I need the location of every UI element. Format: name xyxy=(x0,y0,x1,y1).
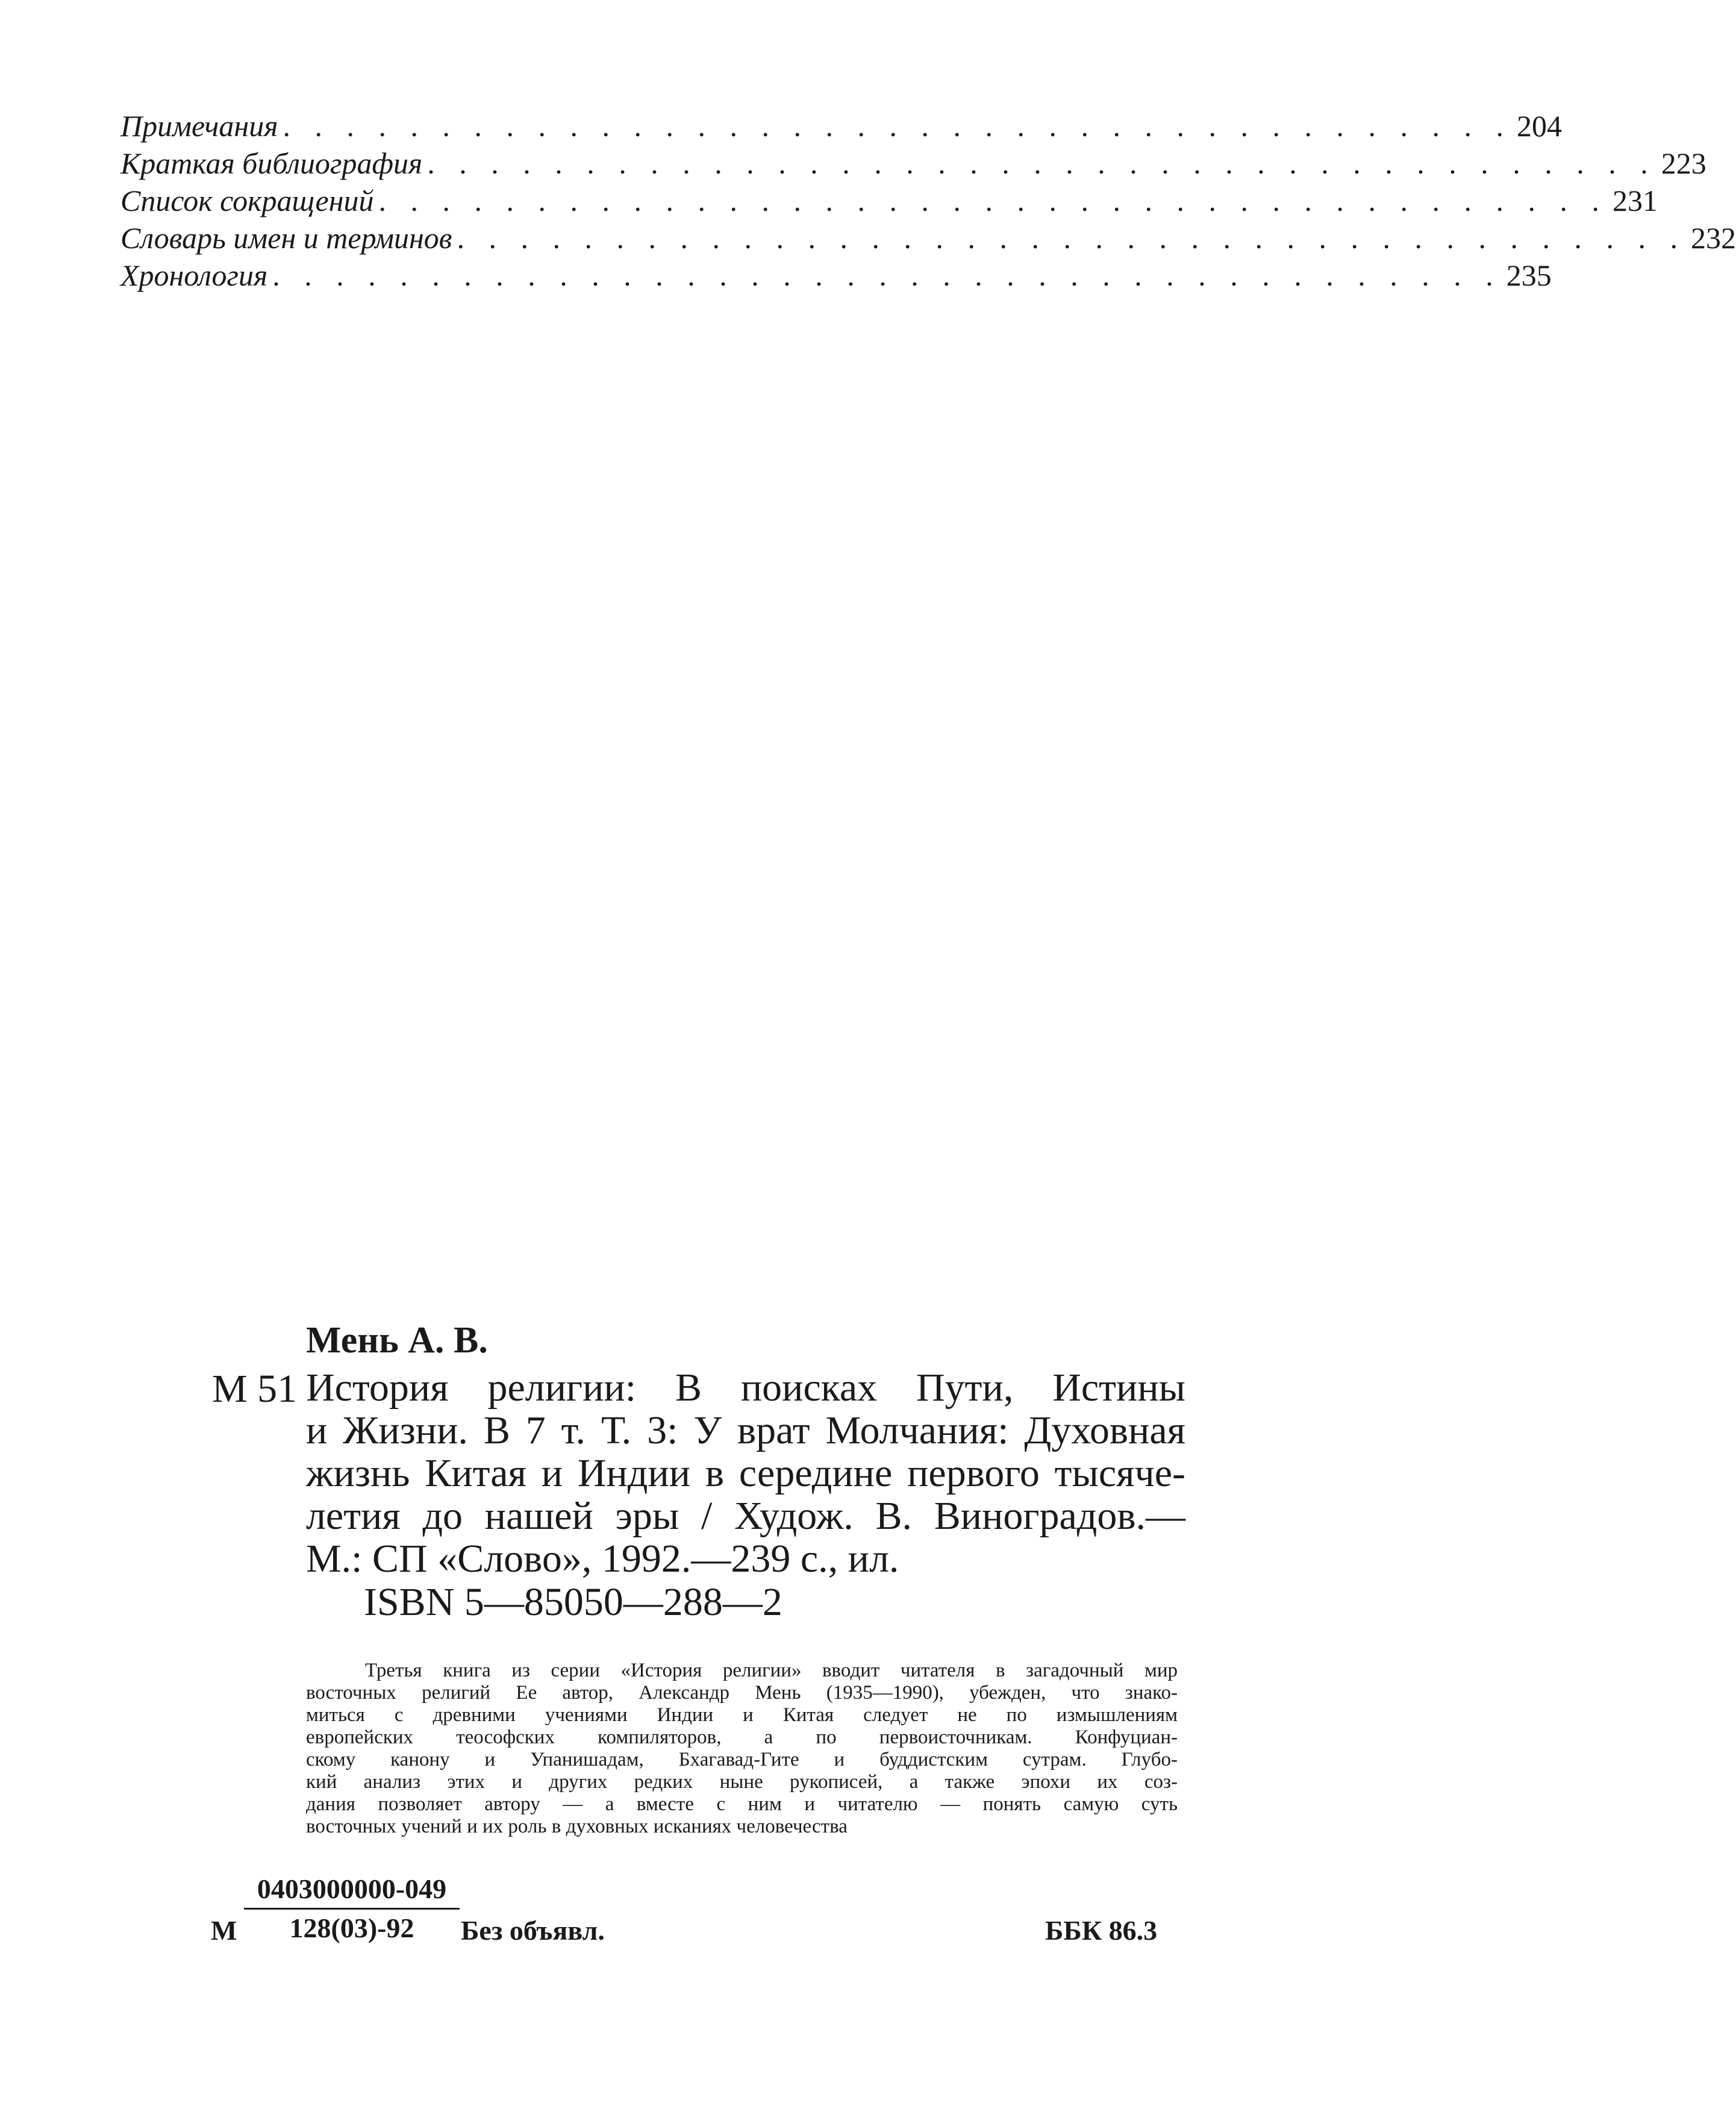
record-author: Мень А. В. xyxy=(306,1320,488,1361)
toc-entry-bibliography xyxy=(120,146,1706,183)
toc-entry-title: Краткая библиография xyxy=(120,146,423,180)
toc-entry-title: Хронология xyxy=(120,258,268,292)
toc-entry-title: Примечания xyxy=(120,109,278,143)
record-isbn: ISBN 5—85050—288—2 xyxy=(364,1580,782,1624)
catalog-code-fraction xyxy=(244,1870,460,1947)
toc-entry-page: 231 xyxy=(1613,184,1658,217)
toc-leader-dots: . . . . . . . . . . . . . . . . . . . . . . . . . . . . . . . . . . . . . . . xyxy=(378,184,1608,217)
record-description xyxy=(306,1366,1185,1580)
toc-leader-dots: . . . . . . . . . . . . . . . . . . . . . . . . . . . . . . . . . . . . . . . xyxy=(427,146,1656,180)
catalog-code-numerator: 0403000000-049 xyxy=(244,1870,460,1910)
annotation-line: европейских теософских компиляторов, а по первоисточникам. Конфуциан- xyxy=(306,1726,1178,1748)
table-of-contents xyxy=(120,108,1736,295)
annotation-line: восточных религий Ее автор, Александр Мень (1935—1990), убежден, что знако- xyxy=(306,1682,1178,1704)
description-line: и Жизни. В 7 т. Т. 3: У врат Молчания: Духовная xyxy=(306,1408,1185,1452)
description-line: История религии: В поисках Пути, Истины xyxy=(306,1366,1185,1410)
annotation-line: восточных учений и их роль в духовных исканиях человечества xyxy=(306,1816,848,1837)
description-line: М.: СП «Слово», 1992.—239 с., ил. xyxy=(306,1537,899,1581)
catalog-code-denominator: 128(03)-92 xyxy=(289,1913,414,1943)
annotation-line: Третья книга из серии «История религии» вводит читателя в загадочный мир xyxy=(365,1660,1178,1681)
no-announcement-note: Без объявл. xyxy=(461,1915,605,1946)
toc-entry-page: 223 xyxy=(1661,146,1706,180)
toc-entry-notes xyxy=(120,108,1562,146)
description-line: жизнь Китая и Индии в середине первого тысяче- xyxy=(306,1451,1185,1495)
toc-entry-page: 235 xyxy=(1506,258,1552,292)
record-call-number: М 51 xyxy=(212,1367,298,1411)
toc-leader-dots: . . . . . . . . . . . . . . . . . . . . . . . . . . . . . . . . . . . . . . . xyxy=(272,258,1502,292)
annotation-line: скому канону и Упанишадам, Бхагавад-Гите и буддистским сутрам. Глубо- xyxy=(306,1749,1178,1770)
bbk-classification: ББК 86.3 xyxy=(1045,1915,1158,1946)
annotation xyxy=(306,1660,1178,1838)
toc-entry-title: Словарь имен и терминов xyxy=(120,221,452,255)
toc-entry-chronology xyxy=(120,258,1552,295)
toc-entry-title: Список сокращений xyxy=(120,184,374,217)
annotation-line: миться с древними учениями Индии и Китая следует не по измышлениям xyxy=(306,1704,1178,1726)
description-line: летия до нашей эры / Худож. В. Виноградов.— xyxy=(306,1494,1185,1538)
catalog-code-letter: М xyxy=(211,1915,237,1946)
toc-entry-page: 204 xyxy=(1516,109,1562,143)
toc-entry-glossary xyxy=(120,220,1736,258)
toc-entry-abbreviations xyxy=(120,183,1658,220)
toc-entry-page: 232 xyxy=(1691,221,1736,255)
toc-leader-dots: . . . . . . . . . . . . . . . . . . . . . . . . . . . . . . . . . . . . . . . xyxy=(457,221,1687,255)
annotation-line: дания позволяет автору — а вместе с ним и читателю — понять самую суть xyxy=(306,1793,1178,1815)
toc-leader-dots: . . . . . . . . . . . . . . . . . . . . . . . . . . . . . . . . . . . . . . . xyxy=(283,109,1512,143)
annotation-line: кий анализ этих и других редких ныне рукописей, а также эпохи их соз- xyxy=(306,1771,1178,1793)
